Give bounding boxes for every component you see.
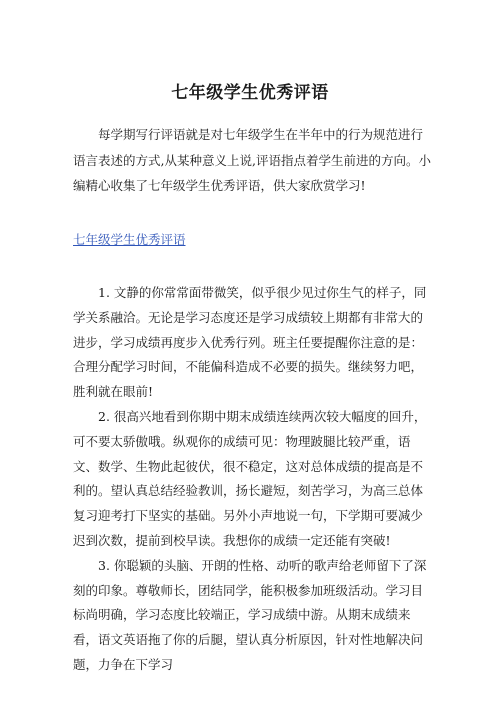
comment-item-1: 1. 文静的你常常面带微笑，似乎很少见过你生气的样子，同学关系融洽。无论是学习态度还是学习成绩较上期都有非常大的进步，学习成绩再度步入优秀行列。班主任要提醒你注意的是：合理分配学习时间，不能偏科造成不必要的损失。继续努力吧，胜利就在眼前! — [73, 285, 427, 400]
comment-item-2: 2. 很高兴地看到你期中期末成绩连续两次较大幅度的回升，可不要太骄傲哦。纵观你的成绩可见：物理跛腿比较严重，语文、数学、生物此起彼伏，很不稳定，这对总体成绩的提高是不利的。望认真总结经验教训，扬长避短，刻苦学习，为高三总体复习迎考打下坚实的基础。另外小声地说一句，下学期可要减少迟到次数，提前到校早读。我想你的成绩一定还能有突破! — [73, 408, 427, 548]
comment-item-3: 3. 你聪颖的头脑、开朗的性格、动听的歌声给老师留下了深刻的印象。尊敬师长，团结同学，能积极参加班级活动。学习目标尚明确，学习态度比较端正，学习成绩中游。从期末成绩来看，语文英语拖了你的后腿，望认真分析原因，针对性地解决问题，力争在下学习 — [73, 557, 427, 672]
intro-paragraph: 每学期写行评语就是对七年级学生在半年中的行为规范进行语言表述的方式,从某种意义上说,评语指点着学生前进的方向。小编精心收集了七年级学生优秀评语，供大家欣赏学习! — [73, 127, 431, 193]
page-title: 七年级学生优秀评语 — [171, 83, 329, 103]
section-heading-link[interactable]: 七年级学生优秀评语 — [73, 232, 186, 247]
comment-list — [73, 281, 433, 678]
